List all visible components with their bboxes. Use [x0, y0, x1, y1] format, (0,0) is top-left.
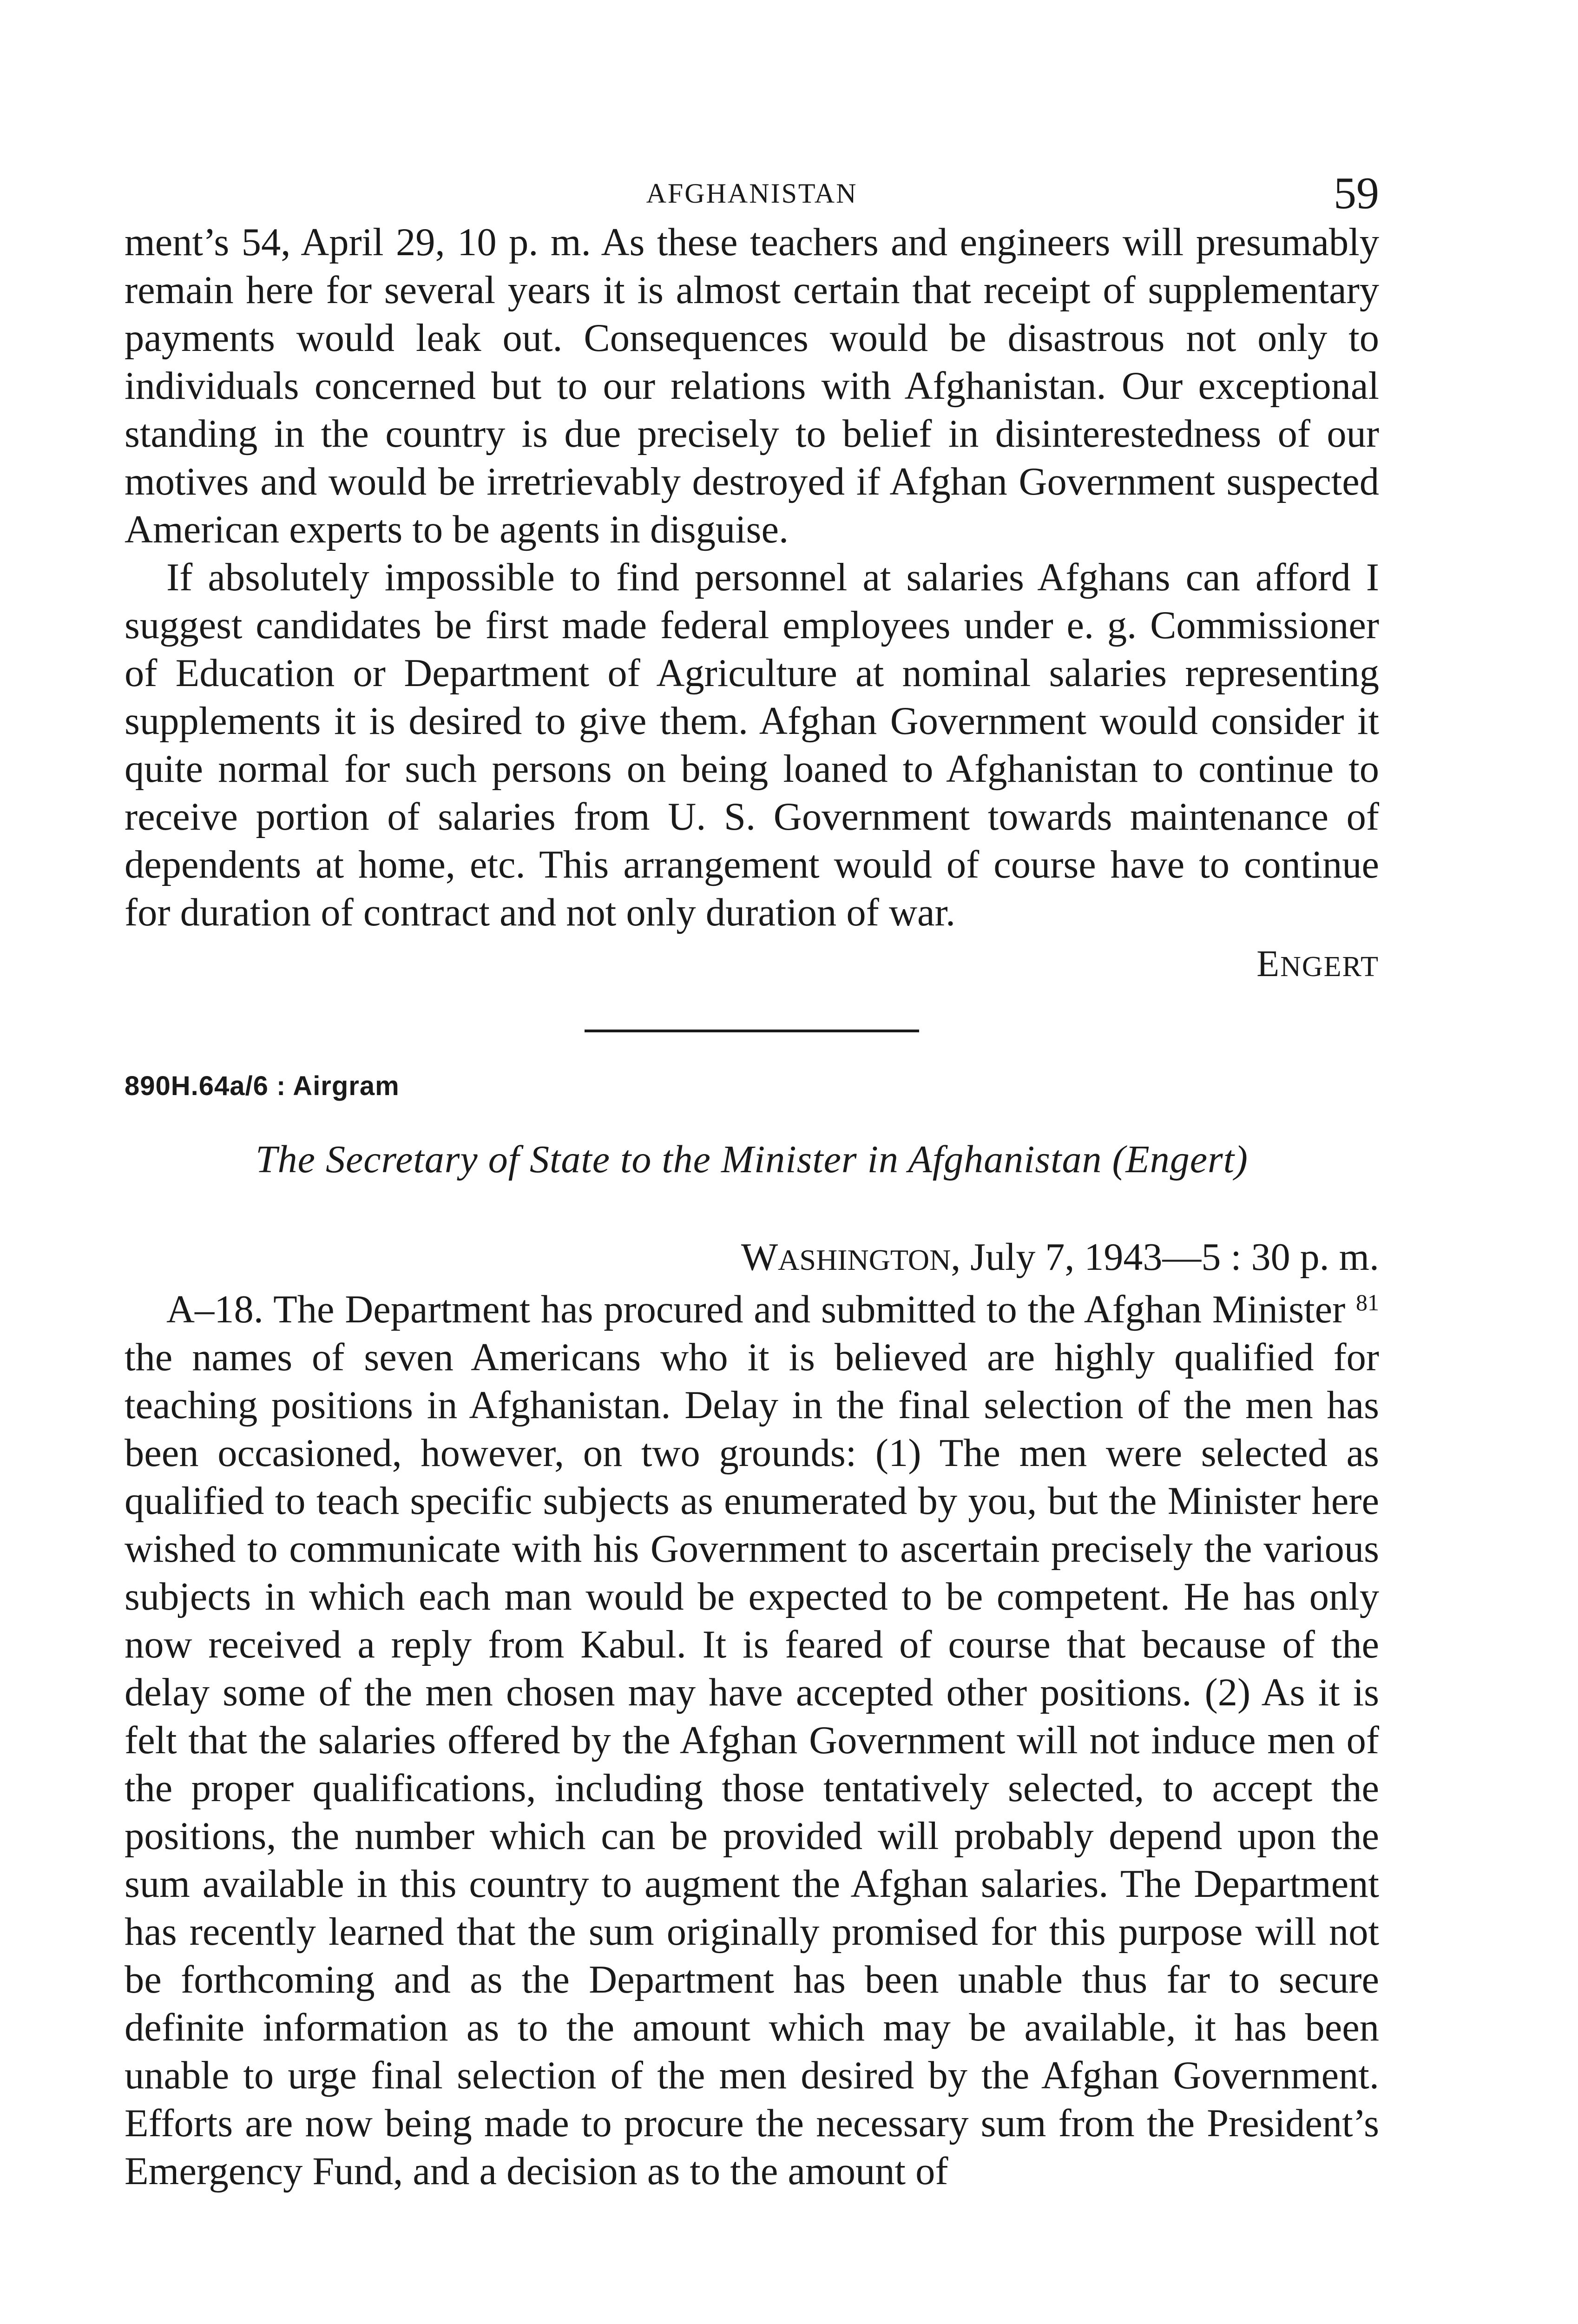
page-number: 59	[1334, 168, 1379, 218]
telegram-paragraph-2: If absolutely impossible to find personnel at salaries Afghans can afford I suggest candidates be first made federal employees under e. g. Commissioner of Education or Department of Agriculture at nominal salaries representing supplements it is desired to give them. Afghan Government would consider it quite normal for such persons on being loaned to Afghanistan to continue to receive portion of salaries from U. S. Government towards maintenance of dependents at home, etc. This arrangement would of course have to continue for duration of contract and not only duration of war.	[125, 556, 1379, 934]
dateline-smallcaps: ASHINGTON	[778, 1243, 951, 1276]
airgram-body-start: A–18. The Department has procured and submitted to the Afghan Minister	[166, 1288, 1346, 1331]
signature	[125, 938, 1379, 992]
airgram-body-rest: the names of seven Americans who it is believed are highly qualified for teaching positions in Afghanistan. Delay in the final selection of the men has been occasioned, however, on two grounds: (1) The men were selected as qualified to teach specific subjects as enumerated by you, but the Minister here wished to communicate with his Government to ascertain precisely the various subjects in which each man would be expected to be competent. He has only now received a reply from Kabul. It is feared of course that because of the delay some of the men chosen may have accepted other positions. (2) As it is felt that the salaries offered by the Afghan Government will not induce men of the proper qualifications, including those tentatively selected, to accept the positions, the number which can be provided will probably depend upon the sum available in this country to augment the Afghan salaries. The Department has recently learned that the sum originally promised for this purpose will not be forthcoming and as the Department has been unable thus far to secure definite information as to the amount which may be available, it has been unable to urge final selection of the men desired by the Afghan Government. Efforts are now being made to procure the necessary sum from the President’s Emergency Fund, and a decision as to the amount of	[125, 1336, 1379, 2193]
dateline	[125, 1232, 1379, 1286]
signature-smallcaps: NGERT	[1280, 951, 1379, 983]
dateline-date: , July 7, 1943—5 : 30 p. m.	[951, 1235, 1379, 1279]
document-title: The Secretary of State to the Minister in Afghanistan (Engert)	[255, 1138, 1249, 1181]
dateline-initial: W	[741, 1235, 778, 1279]
running-header	[125, 167, 1379, 218]
page-content	[125, 167, 1379, 2195]
signature-initial: E	[1256, 944, 1281, 984]
section-divider	[585, 1030, 919, 1032]
footnote-reference[interactable]: 81	[1356, 1289, 1380, 1315]
telegram-paragraph-1: ment’s 54, April 29, 10 p. m. As these teachers and engineers will presumably remain here for several years it is almost certain that receipt of supplementary payments would leak out. Consequences would be disastrous not only to individuals concerned but to our relations with Afghanistan. Our exceptional standing in the country is due precisely to belief in disinterestedness of our motives and would be irretrievably destroyed if Afghan Government suspected American experts to be agents in disguise.	[125, 221, 1379, 551]
running-title: AFGHANISTAN	[646, 178, 858, 209]
file-reference: 890H.64a/6 : Airgram	[125, 1071, 400, 1101]
airgram-body	[125, 1286, 1379, 2195]
